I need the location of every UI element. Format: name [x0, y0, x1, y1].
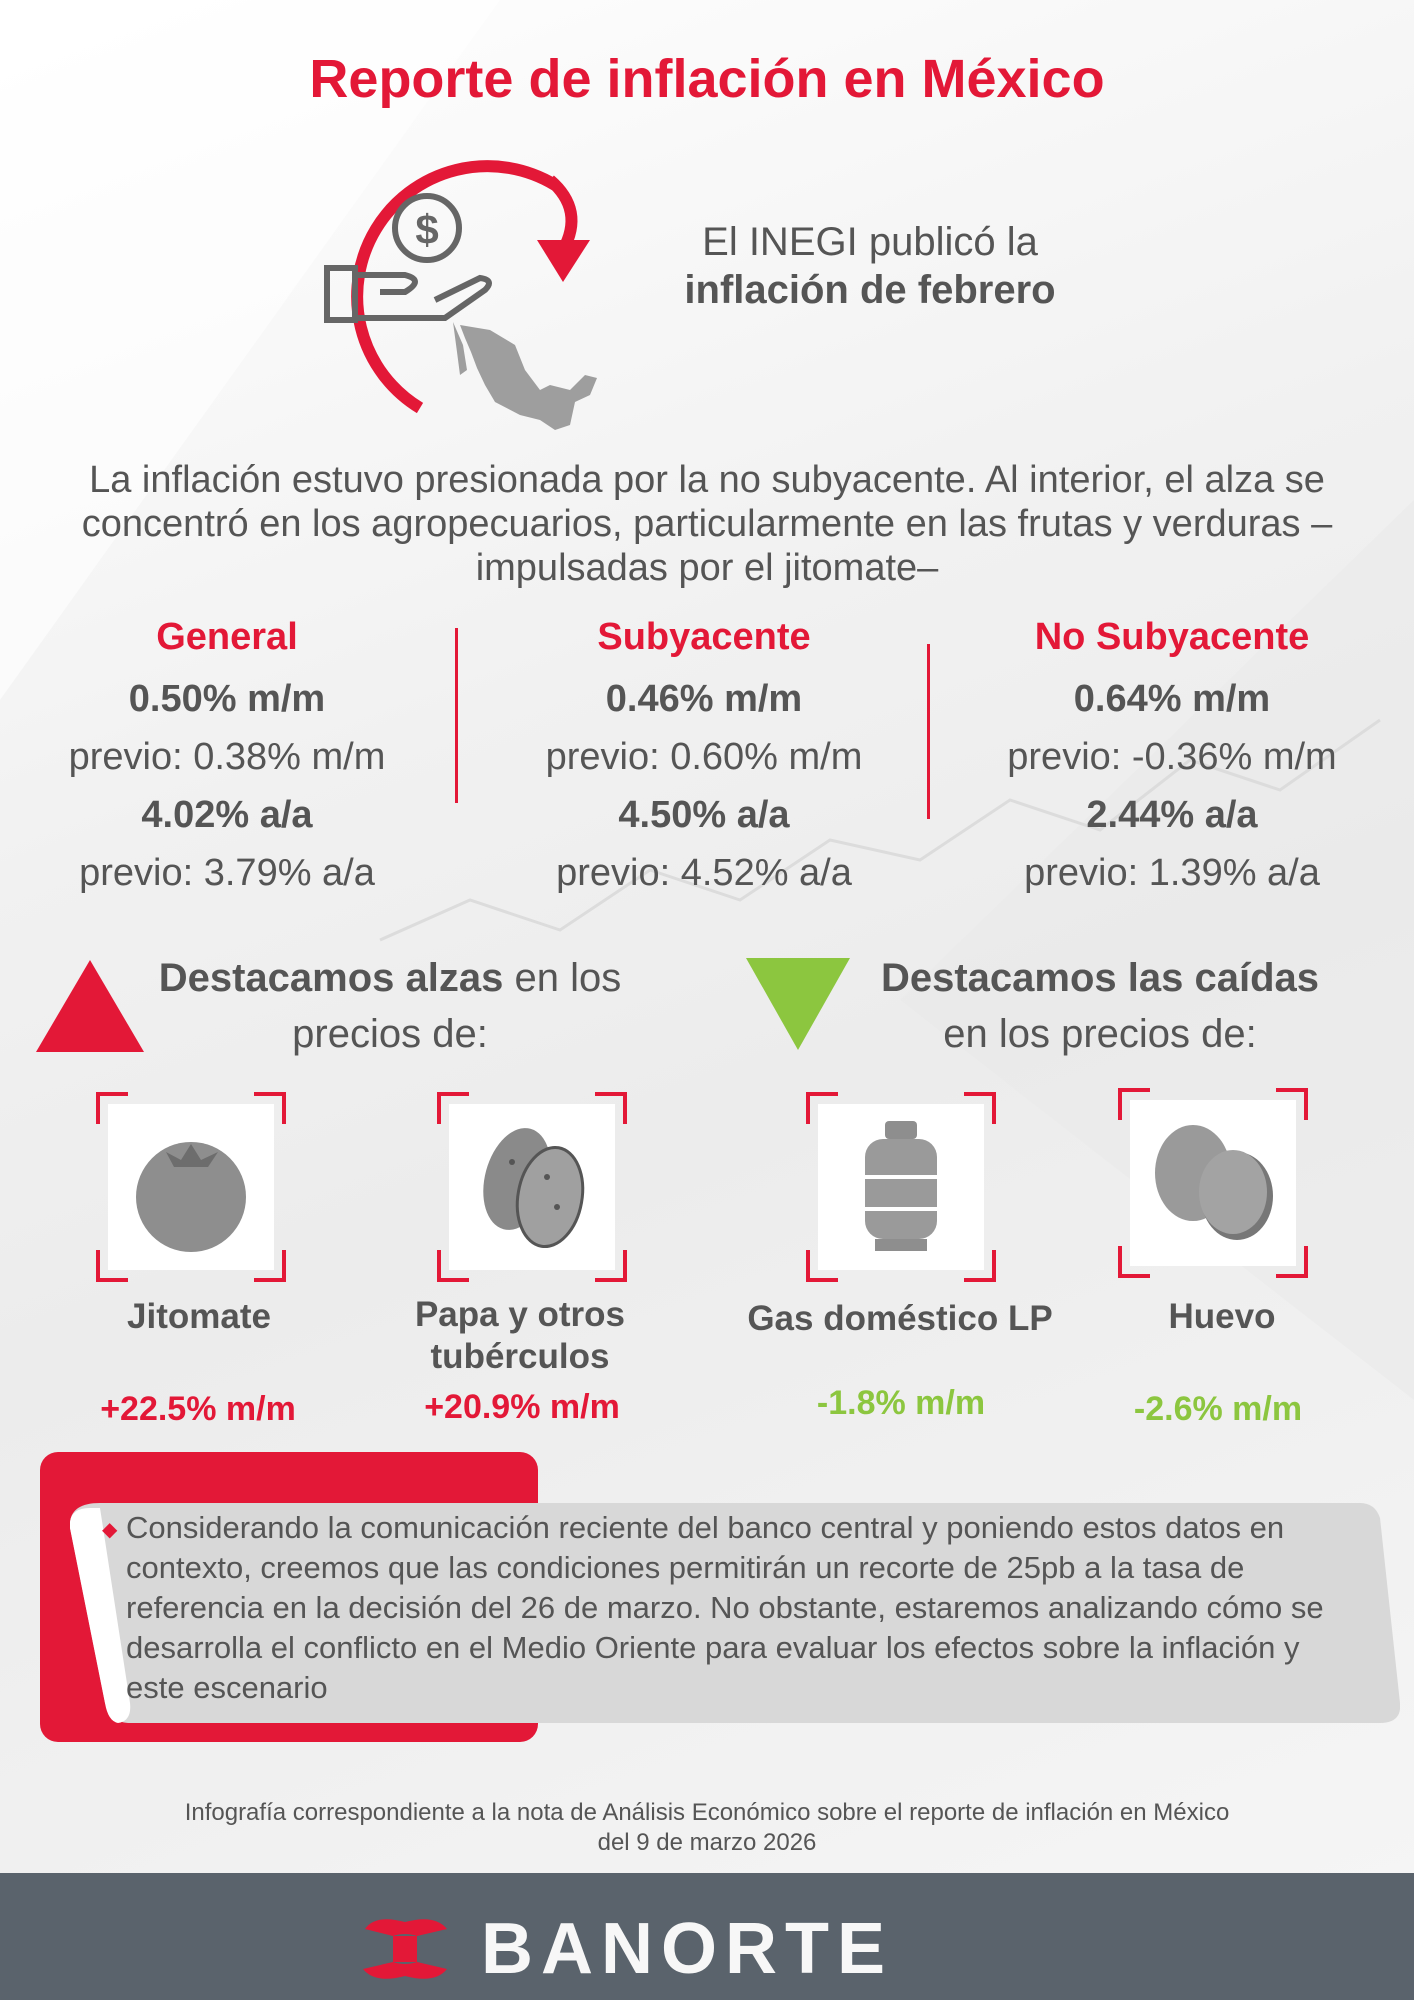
item-frame-gas	[806, 1092, 996, 1282]
page-title: Reporte de inflación en México	[309, 49, 1105, 109]
note-body: Considerando la comunicación reciente del banco central y poniendo estos datos en contexto, creemos que las condiciones permitirán un recorte de 25pb a la tasa de referencia en la decisión del 26 de marzo. No obstante, estaremos analizando cómo se desarrolla el conflicto en el Medio Oriente para evaluar los efectos sobre la inflación y este escenario	[126, 1510, 1324, 1705]
brand-logo	[355, 1908, 893, 1990]
hero-illustration	[285, 140, 645, 440]
item-frame-huevo	[1118, 1088, 1308, 1278]
brand-name: BANORTE	[481, 1909, 893, 1989]
indicator-mm: 0.46% m/m	[605, 678, 803, 720]
rises-title-line2: precios de:	[292, 1012, 488, 1056]
indicator-mm: 0.64% m/m	[1073, 678, 1271, 720]
column-divider	[455, 628, 458, 803]
diamond-bullet-icon: ◆	[102, 1519, 118, 1541]
potato-icon	[462, 1117, 602, 1257]
item-change-papa: +20.9% m/m	[424, 1388, 620, 1426]
item-change-huevo: -2.6% m/m	[1133, 1390, 1303, 1428]
rises-title	[130, 950, 650, 1062]
rises-title-rest: en los	[503, 956, 622, 1000]
footer-note	[0, 1798, 1414, 1858]
mexico-map-icon	[453, 322, 597, 430]
footer-note-line-2: del 9 de marzo 2026	[597, 1829, 817, 1856]
footer-note-line-1: Infografía correspondiente a la nota de Análisis Económico sobre el reporte de inflación en México	[184, 1799, 1230, 1826]
item-label-huevo: Huevo	[1168, 1297, 1276, 1336]
triangle-up-icon	[36, 960, 144, 1052]
falls-title	[860, 950, 1340, 1062]
indicator-name: General	[156, 616, 298, 658]
indicator-aa: 4.50% a/a	[618, 794, 790, 836]
item-change-jitomate: +22.5% m/m	[100, 1390, 296, 1428]
indicator-subyacente	[494, 612, 914, 902]
tomato-icon	[126, 1122, 256, 1252]
rises-title-bold: Destacamos alzas	[158, 956, 504, 1000]
indicator-name: Subyacente	[597, 616, 811, 658]
indicator-prev-mm: previo: 0.60% m/m	[545, 736, 863, 778]
gas-cylinder-icon	[851, 1117, 951, 1257]
item-frame-jitomate	[96, 1092, 286, 1282]
indicator-name: No Subyacente	[1034, 616, 1310, 658]
banorte-logo-icon	[355, 1914, 455, 1984]
eggs-icon	[1143, 1118, 1283, 1248]
indicator-aa: 4.02% a/a	[141, 794, 313, 836]
triangle-down-icon	[746, 958, 850, 1050]
falls-title-line2: en los precios de:	[943, 1012, 1257, 1056]
indicator-general	[17, 612, 437, 902]
indicator-prev-aa: previo: 1.39% a/a	[1024, 852, 1320, 894]
item-label-jitomate: Jitomate	[127, 1297, 271, 1336]
column-divider	[927, 644, 930, 819]
indicator-prev-aa: previo: 4.52% a/a	[556, 852, 852, 894]
hero-line-2: inflación de febrero	[684, 268, 1056, 312]
hero-text	[620, 218, 1120, 314]
svg-text:$: $	[415, 206, 439, 253]
indicator-mm: 0.50% m/m	[128, 678, 326, 720]
item-label-gas: Gas doméstico LP	[747, 1299, 1053, 1338]
summary-text: La inflación estuvo presionada por la no subyacente. Al interior, el alza se concentró en los agropecuarios, particularmente en las frutas y verduras –impulsadas por el jitomate–	[81, 459, 1333, 589]
indicator-no-subyacente	[962, 612, 1382, 902]
indicator-prev-mm: previo: 0.38% m/m	[68, 736, 386, 778]
hero-line-1: El INEGI publicó la	[702, 220, 1038, 264]
item-frame-papa	[437, 1092, 627, 1282]
indicator-prev-mm: previo: -0.36% m/m	[1007, 736, 1337, 778]
indicator-prev-aa: previo: 3.79% a/a	[79, 852, 375, 894]
note-text	[102, 1508, 1356, 1708]
falls-title-bold: Destacamos las caídas	[880, 956, 1320, 1000]
item-change-gas: -1.8% m/m	[816, 1384, 986, 1422]
item-label-papa: Papa y otros tubérculos	[414, 1295, 626, 1376]
indicator-aa: 2.44% a/a	[1086, 794, 1258, 836]
